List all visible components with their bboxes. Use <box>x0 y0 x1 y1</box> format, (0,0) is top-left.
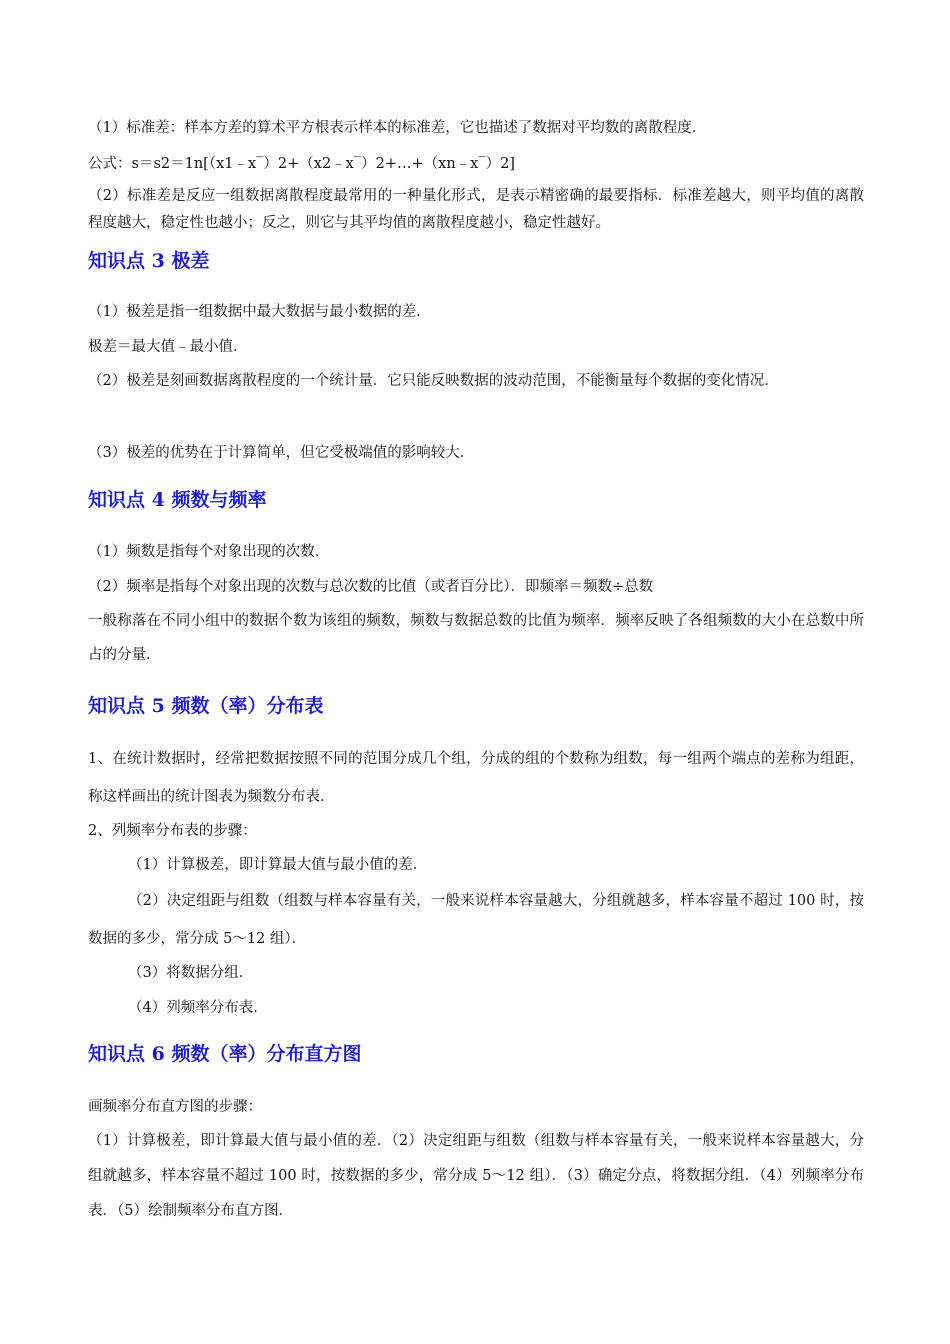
k3-p4: （3）极差的优势在于计算简单，但它受极端值的影响较大． <box>88 445 475 461</box>
k5-p2: 2、列频率分布表的步骤： <box>88 823 257 839</box>
k6-p2: （1）计算极差，即计算最大值与最小值的差．（2）决定组距与组数（组数与样本容量有关，一般来说样本容量越大，分组就越多，样本容量不超过 100 时，按数据的多少，常分成 5～12 组）．（3）确定分点，将数据分组．（4）列频率分布表．（5）绘制频率分布直方图． <box>88 1133 864 1219</box>
k4-p2: （2）频率是指每个对象出现的次数与总次数的比值（或者百分比）．即频率＝频数÷总数 <box>88 579 654 595</box>
k3-p1: （1）极差是指一组数据中最大数据与最小数据的差． <box>88 304 431 320</box>
k3-p3: （2）极差是刻画数据离散程度的一个统计量．它只能反映数据的波动范围，不能衡量每个数据的变化情况． <box>88 373 779 389</box>
k3-p2: 极差＝最大值﹣最小值． <box>88 339 248 355</box>
k4-p1: （1）频数是指每个对象出现的次数． <box>88 544 330 560</box>
heading-k6: 知识点 6 频数（率）分布直方图 <box>88 1043 362 1065</box>
k5-p1: 1、在统计数据时，经常把数据按照不同的范围分成几个组，分成的组的个数称为组数，每一组两个端点的差称为组距，称这样画出的统计图表为频数分布表． <box>88 751 864 805</box>
heading-k5: 知识点 5 频数（率）分布表 <box>88 695 324 717</box>
k5-step2: （2）决定组距与组数（组数与样本容量有关，一般来说样本容量越大，分组就越多，样本容量不超过 100 时，按数据的多少，常分成 5～12 组）． <box>88 893 864 947</box>
heading-k4: 知识点 4 频数与频率 <box>88 489 267 511</box>
std-formula: 公式：s＝s2＝1n[（x1﹣x‾）2+（x2﹣x‾）2+…+（xn﹣x‾）2] <box>88 156 515 172</box>
k5-step1: （1）计算极差，即计算最大值与最小值的差． <box>128 857 428 873</box>
k4-p3: 一般称落在不同小组中的数据个数为该组的频数，频数与数据总数的比值为频率．频率反映了各组频数的大小在总数中所占的分量． <box>88 613 864 663</box>
k6-p1: 画频率分布直方图的步骤： <box>88 1099 262 1115</box>
std-description: （2）标准差是反应一组数据离散程度最常用的一种量化形式，是表示精密确的最要指标．标准差越大，则平均值的离散程度越大，稳定性也越小；反之，则它与其平均值的离散程度越小，稳定性越好。 <box>88 188 864 231</box>
k5-step3: （3）将数据分组． <box>128 965 254 981</box>
heading-k3: 知识点 3 极差 <box>88 250 210 272</box>
k5-step4: （4）列频率分布表． <box>128 1000 268 1016</box>
std-definition: （1）标准差：样本方差的算术平方根表示样本的标准差，它也描述了数据对平均数的离散程度． <box>88 120 707 136</box>
